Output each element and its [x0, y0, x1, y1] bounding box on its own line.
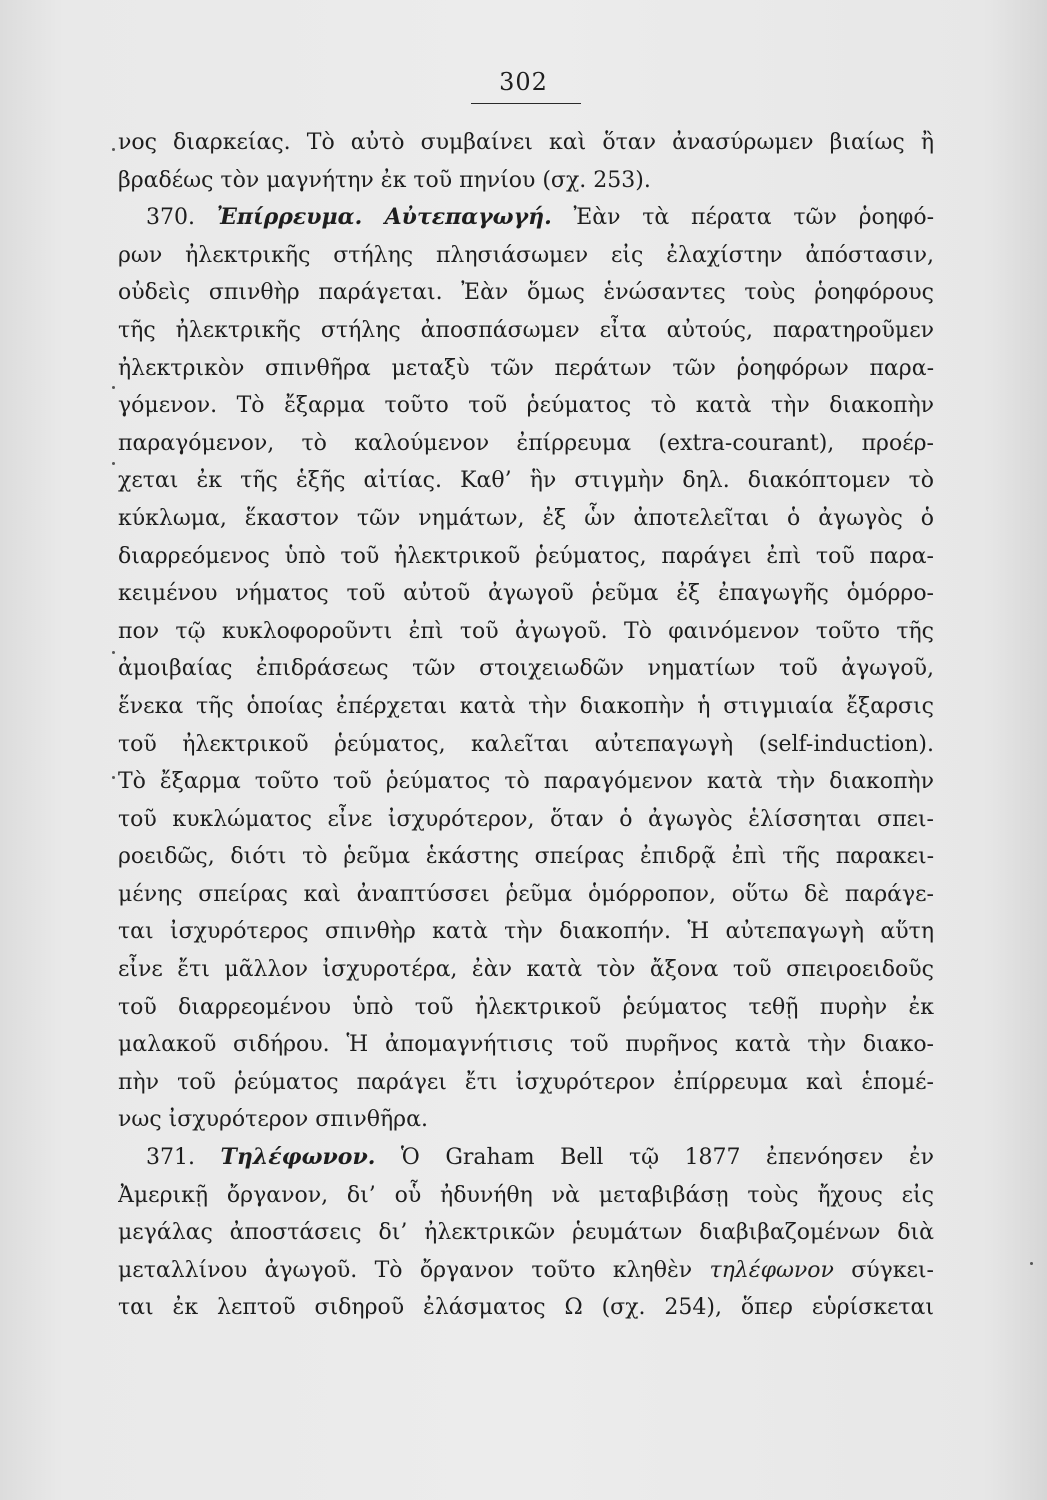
section-heading: Τηλέφωνον.	[220, 1144, 376, 1171]
text-line: παραγόμενον, τὸ καλούμενον ἐπίρρευμα (extra-courant), προέρ-	[118, 430, 934, 456]
text-line: κειμένου νήματος τοῦ αὐτοῦ ἀγωγοῦ ῥεῦμα ἐξ ἐπαγωγῆς ὁμόρρο-	[118, 581, 934, 607]
text-line: μένης σπείρας καὶ ἀναπτύσσει ῥεῦμα ὁμόρροπον, οὕτω δὲ παράγε-	[118, 881, 934, 907]
text-line: πὴν τοῦ ῥεύματος παράγει ἔτι ἰσχυρότερον ἐπίρρευμα καὶ ἑπομέ-	[118, 1069, 934, 1095]
print-speck	[112, 462, 115, 465]
text-line: βραδέως τὸν μαγνήτην ἐκ τοῦ πηνίου (σχ. 253).	[118, 167, 651, 193]
print-speck	[112, 776, 115, 779]
text-line: ἠλεκτρικὸν σπινθῆρα μεταξὺ τῶν περάτων τῶν ῥοηφόρων παρα-	[118, 355, 934, 381]
text-line: ται ἐκ λεπτοῦ σιδηροῦ ἐλάσματος Ω (σχ. 254), ὅπερ εὑρίσκεται	[118, 1295, 934, 1321]
text-line: νος διαρκείας. Τὸ αὐτὸ συμβαίνει καὶ ὅταν ἀνασύρωμεν βιαίως ἢ	[118, 130, 934, 155]
body-text	[118, 124, 934, 1327]
text-line: χεται ἐκ τῆς ἑξῆς αἰτίας. Καθ’ ἣν στιγμὴν δηλ. διακόπτομεν τὸ	[118, 468, 934, 494]
text-line: γόμενον. Τὸ ἔξαρμα τοῦτο τοῦ ῥεύματος τὸ κατὰ τὴν διακοπὴν	[118, 393, 934, 419]
italic-term: τηλέφωνον	[709, 1257, 834, 1283]
print-speck	[112, 651, 115, 654]
text-line: τοῦ διαρρεομένου ὑπὸ τοῦ ἠλεκτρικοῦ ῥεύματος τεθῇ πυρὴν ἐκ	[118, 994, 934, 1020]
section-371-first-line: 371. Τηλέφωνον. Ὁ Graham Bell τῷ 1877 ἐπενόησεν ἐν	[146, 1144, 934, 1171]
text-line: κύκλωμα, ἕκαστον τῶν νημάτων, ἐξ ὧν ἀποτελεῖται ὁ ἀγωγὸς ὁ	[118, 505, 934, 531]
page-number-rule	[471, 103, 581, 104]
section-number: 370.	[146, 205, 217, 231]
print-speck	[112, 148, 115, 151]
page-number: 302	[499, 68, 548, 96]
section-number: 371.	[146, 1145, 221, 1171]
text-line: μεγάλας ἀποστάσεις δι’ ἠλεκτρικῶν ῥευμάτων διαβιβαζομένων διὰ	[118, 1220, 934, 1246]
text-line: Ἀμερικῇ ὄργανον, δι’ οὗ ἠδυνήθη νὰ μεταβιβάσῃ τοὺς ἤχους εἰς	[118, 1182, 934, 1208]
text-line: Τὸ ἔξαρμα τοῦτο τοῦ ῥεύματος τὸ παραγόμενον κατὰ τὴν διακοπὴν	[118, 769, 934, 795]
text-line: νως ἰσχυρότερον σπινθῆρα.	[118, 1107, 428, 1133]
text-line: ἀμοιβαίας ἐπιδράσεως τῶν στοιχειωδῶν νηματίων τοῦ ἀγωγοῦ,	[118, 656, 934, 682]
text-line: μαλακοῦ σιδήρου. Ἡ ἀπομαγνήτισις τοῦ πυρῆνος κατὰ τὴν διακο-	[118, 1032, 934, 1058]
text-line: εἶνε ἔτι μᾶλλον ἰσχυροτέρα, ἐὰν κατὰ τὸν ἄξονα τοῦ σπειροειδοῦς	[118, 957, 934, 983]
text-line: τῆς ἠλεκτρικῆς στήλης ἀποσπάσωμεν εἶτα αὐτούς, παρατηροῦμεν	[118, 317, 934, 343]
section-heading: Ἐπίρρευμα. Αὐτεπαγωγή.	[216, 204, 552, 231]
text-line: οὐδεὶς σπινθὴρ παράγεται. Ἐὰν ὅμως ἑνώσαντες τοὺς ῥοηφόρους	[118, 280, 934, 306]
text-line: διαρρεόμενος ὑπὸ τοῦ ἠλεκτρικοῦ ῥεύματος, παράγει ἐπὶ τοῦ παρα-	[118, 543, 934, 569]
text-line: ται ἰσχυρότερος σπινθὴρ κατὰ τὴν διακοπήν. Ἡ αὐτεπαγωγὴ αὕτη	[118, 919, 934, 945]
text-line: ρων ἠλεκτρικῆς στήλης πλησιάσωμεν εἰς ἐλαχίστην ἀπόστασιν,	[118, 242, 934, 268]
print-speck	[112, 386, 115, 389]
text-line: πον τῷ κυκλοφοροῦντι ἐπὶ τοῦ ἀγωγοῦ. Τὸ φαινόμενον τοῦτο τῆς	[118, 618, 934, 644]
text-line: τοῦ κυκλώματος εἶνε ἰσχυρότερον, ὅταν ὁ ἀγωγὸς ἑλίσσηται σπει-	[118, 806, 934, 832]
print-speck	[1030, 1262, 1033, 1265]
text-line: τοῦ ἠλεκτρικοῦ ῥεύματος, καλεῖται αὐτεπαγωγὴ (self-induction).	[118, 731, 934, 757]
text-line: ἕνεκα τῆς ὁποίας ἐπέρχεται κατὰ τὴν διακοπὴν ἡ στιγμιαία ἔξαρσις	[118, 693, 934, 719]
text-line: ροειδῶς, διότι τὸ ῥεῦμα ἑκάστης σπείρας ἐπιδρᾷ ἐπὶ τῆς παρακει-	[118, 844, 934, 870]
section-370-first-line: 370. Ἐπίρρευμα. Αὐτεπαγωγή. Ἐὰν τὰ πέρατα τῶν ῥοηφό-	[146, 204, 934, 231]
text-line: μεταλλίνου ἀγωγοῦ. Τὸ ὄργανον τοῦτο κληθὲν τηλέφωνον σύγκει-	[118, 1257, 934, 1283]
